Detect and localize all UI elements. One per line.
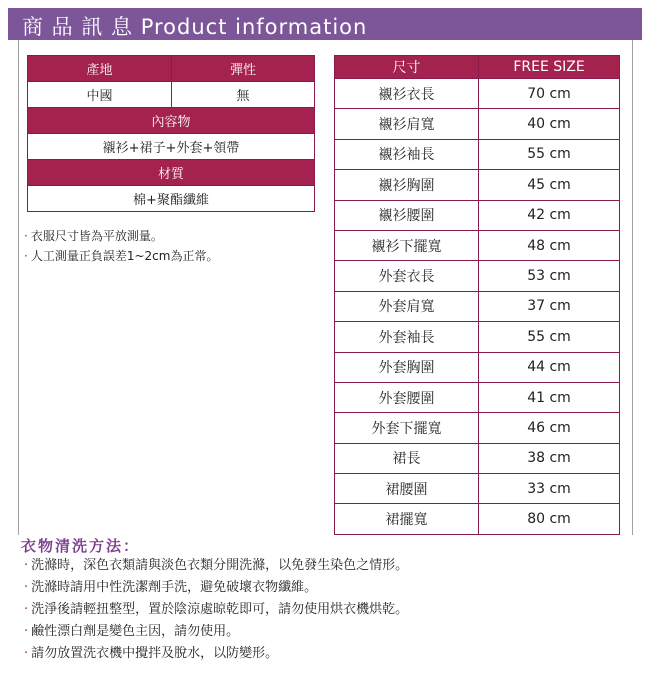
size-label: 襯衫下擺寬 (335, 230, 479, 260)
wash-text: 鹼性漂白劑是變色主因，請勿使用。 (31, 624, 240, 639)
contents-value-row (28, 134, 315, 160)
size-row (335, 382, 620, 412)
size-header-label: 尺寸 (335, 56, 479, 79)
elastic-label: 彈性 (172, 56, 315, 82)
contents-header-row (28, 108, 315, 134)
size-row (335, 413, 620, 443)
size-label: 外套腰圍 (335, 382, 479, 412)
size-value: 38 cm (479, 443, 620, 473)
page-title: 商 品 訊 息 Product information (22, 15, 368, 39)
wash-text: 洗滌時請用中性洗潔劑手洗，避免破壞衣物纖維。 (31, 580, 318, 595)
material-header-row (28, 160, 315, 186)
size-row (335, 109, 620, 139)
wash-item: · 洗淨後請輕扭整型，置於陰涼處晾乾即可，請勿使用烘衣機烘乾。 (24, 602, 409, 617)
note-text: 衣服尺寸皆為平放測量。 (30, 229, 163, 243)
size-label: 襯衫胸圍 (335, 170, 479, 200)
size-row (335, 79, 620, 109)
wash-text: 洗滌時，深色衣類請與淡色衣類分開洗滌，以免發生染色之情形。 (31, 558, 409, 573)
size-label: 襯衫腰圍 (335, 200, 479, 230)
size-header-row (335, 56, 620, 79)
washing-title: 衣物清洗方法： (21, 537, 141, 555)
size-value: 44 cm (479, 352, 620, 382)
size-value: 53 cm (479, 261, 620, 291)
size-row (335, 322, 620, 352)
contents-label: 內容物 (28, 108, 315, 134)
size-row (335, 504, 620, 534)
header-bar (8, 8, 642, 40)
size-row (335, 474, 620, 504)
size-value: 48 cm (479, 230, 620, 260)
note-text: 人工測量正負誤差1~2cm為正常。 (30, 249, 219, 263)
washing-instructions (24, 555, 408, 665)
size-label: 外套胸圍 (335, 352, 479, 382)
size-value: 41 cm (479, 382, 620, 412)
note-item: · 衣服尺寸皆為平放測量。 (24, 229, 163, 243)
size-value: 55 cm (479, 322, 620, 352)
note-item: · 人工測量正負誤差1~2cm為正常。 (24, 249, 219, 263)
size-row (335, 170, 620, 200)
size-value: 37 cm (479, 291, 620, 321)
wash-text: 請勿放置洗衣機中攪拌及脫水，以防變形。 (31, 646, 279, 661)
size-row (335, 261, 620, 291)
size-value: 80 cm (479, 504, 620, 534)
size-label: 襯衫衣長 (335, 79, 479, 109)
size-value: 70 cm (479, 79, 620, 109)
size-value: 46 cm (479, 413, 620, 443)
size-label: 外套衣長 (335, 261, 479, 291)
origin-header-row (28, 56, 315, 82)
size-value: 45 cm (479, 170, 620, 200)
size-label: 外套下擺寬 (335, 413, 479, 443)
wash-item: · 洗滌時，深色衣類請與淡色衣類分開洗滌，以免發生染色之情形。 (24, 558, 409, 573)
origin-value: 中國 (28, 82, 172, 108)
wash-item: · 請勿放置洗衣機中攪拌及脫水，以防變形。 (24, 646, 279, 661)
material-value-row (28, 186, 315, 212)
measurement-notes (24, 226, 218, 266)
size-row (335, 443, 620, 473)
material-value: 棉+聚酯纖維 (28, 186, 315, 212)
size-label: 外套袖長 (335, 322, 479, 352)
origin-value-row (28, 82, 315, 108)
size-row (335, 200, 620, 230)
size-label: 襯衫袖長 (335, 139, 479, 169)
size-row (335, 230, 620, 260)
wash-item: · 洗滌時請用中性洗潔劑手洗，避免破壞衣物纖維。 (24, 580, 318, 595)
size-value: 40 cm (479, 109, 620, 139)
elastic-value: 無 (172, 82, 315, 108)
size-value: 33 cm (479, 474, 620, 504)
material-label: 材質 (28, 160, 315, 186)
size-label: 裙擺寬 (335, 504, 479, 534)
contents-value: 襯衫+裙子+外套+領帶 (28, 134, 315, 160)
origin-label: 產地 (28, 56, 172, 82)
size-table (334, 55, 620, 535)
size-value: 55 cm (479, 139, 620, 169)
wash-item: · 鹼性漂白劑是變色主因，請勿使用。 (24, 624, 240, 639)
size-label: 外套肩寬 (335, 291, 479, 321)
wash-text: 洗淨後請輕扭整型，置於陰涼處晾乾即可，請勿使用烘衣機烘乾。 (31, 602, 409, 617)
size-row (335, 352, 620, 382)
size-value: 42 cm (479, 200, 620, 230)
size-label: 襯衫肩寬 (335, 109, 479, 139)
size-label: 裙長 (335, 443, 479, 473)
size-row (335, 291, 620, 321)
size-row (335, 139, 620, 169)
size-label: 裙腰圍 (335, 474, 479, 504)
size-header-value: FREE SIZE (479, 56, 620, 79)
product-info-table (27, 55, 315, 212)
